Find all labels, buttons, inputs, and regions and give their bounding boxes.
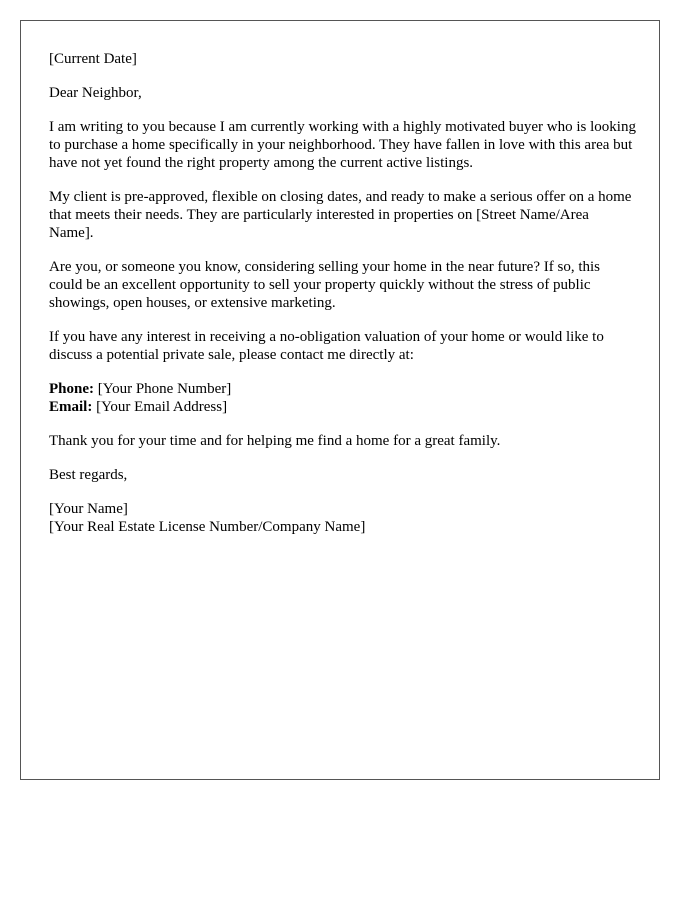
letter-closing: Best regards, <box>49 467 128 483</box>
signature-name: [Your Name] <box>49 501 128 517</box>
signature-license: [Your Real Estate License Number/Company Name] <box>49 519 366 535</box>
paragraph-question: Are you, or someone you know, considering selling your home in the near future? If so, this could be an excellent opportunity to sell your property quickly without the stress of public showings, open houses, or extensive marketing. <box>49 259 600 311</box>
paragraph-client: My client is pre-approved, flexible on closing dates, and ready to make a serious offer on a home that meets their needs. They are particularly interested in properties on [Street Name/Area Name]. <box>49 189 632 241</box>
email-label: Email: <box>49 399 93 415</box>
letter-date: [Current Date] <box>49 51 137 67</box>
letter-greeting: Dear Neighbor, <box>49 85 142 101</box>
paragraph-contact-request: If you have any interest in receiving a no-obligation valuation of your home or would like to discuss a potential private sale, please contact me directly at: <box>49 329 604 363</box>
paragraph-intro: I am writing to you because I am currently working with a highly motivated buyer who is looking to purchase a home specifically in your neighborhood. They have fallen in love with this area but have not yet found the right property among the current active listings. <box>49 119 636 171</box>
email-value: [Your Email Address] <box>92 399 228 415</box>
signature-block <box>49 500 637 536</box>
contact-block <box>49 380 637 416</box>
paragraph-thanks: Thank you for your time and for helping me find a home for a great family. <box>49 433 501 449</box>
letter-body <box>49 50 637 552</box>
phone-label: Phone: <box>49 381 94 397</box>
phone-value: [Your Phone Number] <box>94 381 232 397</box>
letter-page <box>20 20 660 780</box>
